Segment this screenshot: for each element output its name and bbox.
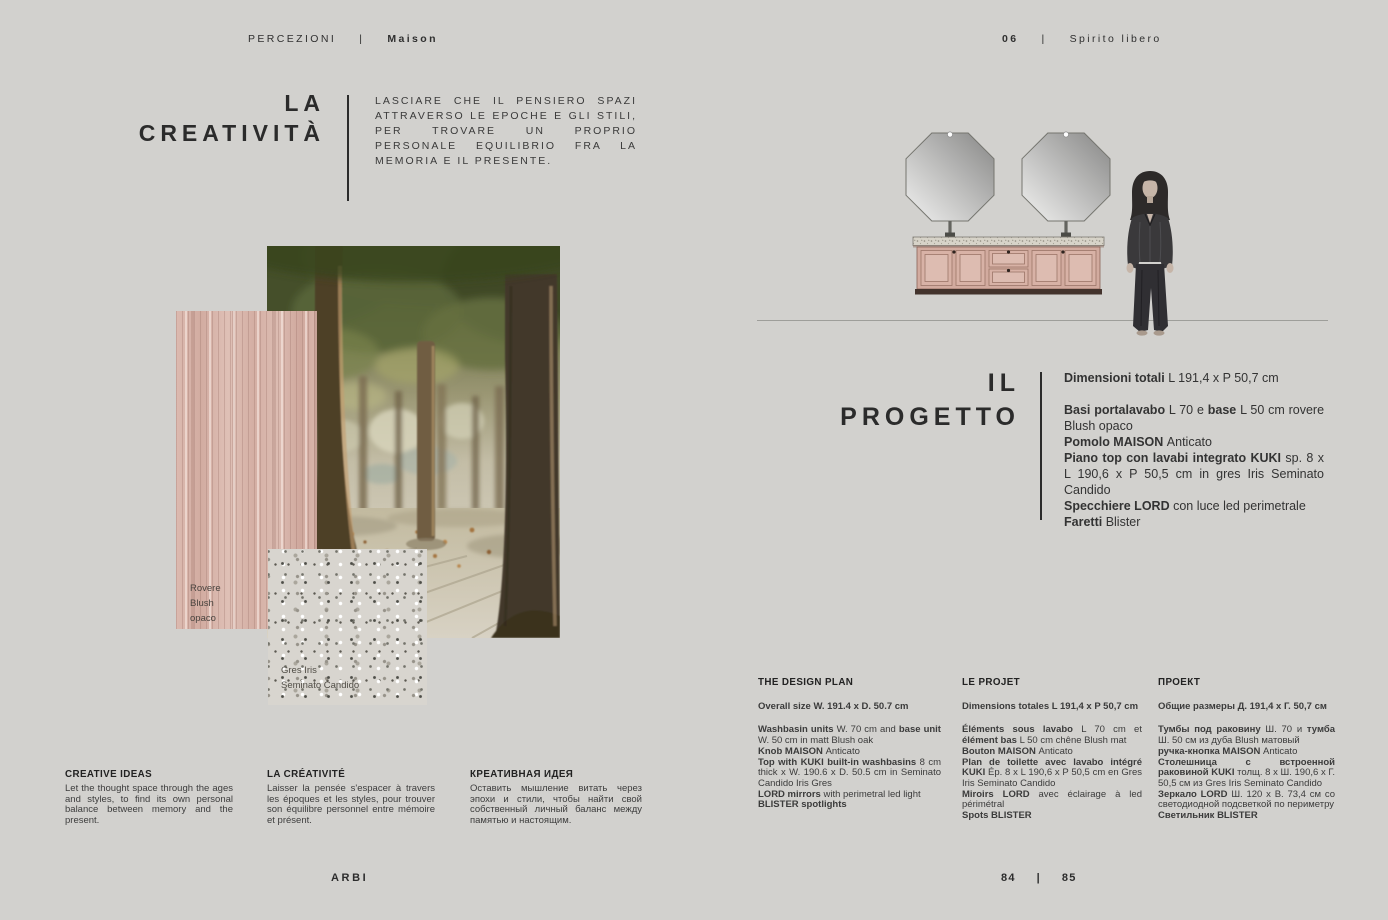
idea-body: Laisser la pensée s'espacer à travers les époques et les styles, pour trouver son équilibre personnel entre mémoire et présent. <box>267 783 435 826</box>
section-title-progetto <box>828 366 1020 434</box>
spec-column-body: Overall size W. 191.4 x D. 50.7 cm Washbasin units W. 70 cm and base unit W. 50 cm in matt Blush oak Knob MAISON Anticato Top with KUKI built-in washbasins 8 cm thick x W. 190.6 x D. 50.5 cm in Seminato Candido Iris Gres LORD mirrors with perimetral led light BLISTER spotlights <box>758 700 941 811</box>
collection-name: Maison <box>387 33 438 45</box>
spec-column-russian <box>1158 678 1335 822</box>
idea-title: CREATIVE IDEAS <box>65 769 153 780</box>
specs-italian: Dimensioni totali L 191,4 x P 50,7 cm Basi portalavabo L 70 e base L 50 cm rovere Blush opaco Pomolo MAISON Anticato Piano top con lavabi integrato KUKI sp. 8 x L 190,6 x P 50,5 cm in gres Iris Seminato Candido Specchiere LORD con luce led perimetrale Faretti Blister <box>1064 371 1325 529</box>
idea-block-english <box>65 769 233 826</box>
idea-body: Let the thought space through the ages and styles, to find its own personal balance between memory and the present. <box>65 783 233 826</box>
cabinet-plinth <box>915 289 1102 295</box>
spec-column-title: ПРОЕКТ <box>1158 677 1201 688</box>
chapter-title: Spirito libero <box>1069 33 1162 45</box>
page-number-right: 85 <box>1061 872 1077 884</box>
wood-label-line: Blush <box>190 598 214 609</box>
spec-column-title: THE DESIGN PLAN <box>758 677 854 688</box>
idea-title: LA CRÉATIVITÉ <box>267 769 346 780</box>
terrazzo-countertop <box>913 237 1104 248</box>
wood-swatch-label <box>190 581 221 626</box>
section-title-line2: CREATIVITÀ <box>138 120 325 146</box>
spec-column-french <box>962 678 1142 822</box>
idea-block-french <box>267 769 435 826</box>
page-number-left: 84 <box>1001 872 1016 884</box>
woman-figure-illustration <box>1127 171 1174 336</box>
page-separator: | <box>1036 872 1041 884</box>
idea-block-russian <box>470 769 642 826</box>
wood-label-line: opaco <box>190 613 216 624</box>
section-title-line1: LA <box>284 90 325 116</box>
page-numbers <box>1001 872 1077 884</box>
octagonal-mirror-right <box>1022 132 1110 237</box>
title-divider-rule <box>347 95 349 201</box>
title-divider-rule <box>1040 372 1042 520</box>
octagonal-mirror-left <box>906 132 994 237</box>
vanity-cabinet <box>915 247 1102 295</box>
section-title-line2: PROGETTO <box>840 403 1020 431</box>
vanity-illustration <box>895 125 1195 339</box>
gres-label-line: Gres Iris <box>281 665 317 676</box>
header-right <box>1002 33 1162 45</box>
collection-eyebrow: PERCEZIONI <box>248 33 337 45</box>
intro-paragraph: LASCIARE CHE IL PENSIERO SPAZI ATTRAVERSO LE EPOCHE E GLI STILI, PER TROVARE UN PROPRIO PERSONALE EQUILIBRIO FRA LA MEMORIA E IL PRESENTE. <box>375 95 637 167</box>
header-separator: | <box>359 33 365 45</box>
gres-swatch-label <box>281 663 359 693</box>
vanity-svg <box>895 125 1195 339</box>
idea-title: КРЕАТИВНАЯ ИДЕЯ <box>470 769 574 780</box>
section-title-line1: IL <box>987 369 1020 397</box>
wood-label-line: Rovere <box>190 583 221 594</box>
spec-column-english <box>758 678 941 811</box>
spec-column-title: LE PROJET <box>962 677 1021 688</box>
gres-swatch <box>268 549 427 705</box>
brand-name: ARBI <box>331 872 369 884</box>
header-left <box>248 33 438 45</box>
gres-label-line: Seminato Candido <box>281 680 360 691</box>
spec-column-body: Dimensions totales L 191,4 x P 50,7 cm Éléments sous lavabo L 70 cm et élément bas L 50 cm chêne Blush mat Bouton MAISON Anticato Plan de toilette avec lavabo intégré KUKI Ép. 8 x L 190,6 x P 50,5 cm en Gres Iris Seminato Candido Miroirs LORD avec éclairage à led périmétral Spots BLISTER <box>962 700 1142 822</box>
section-title-creativity <box>118 88 325 148</box>
chapter-number: 06 <box>1002 33 1019 45</box>
idea-body: Оставить мышление витать через эпохи и стили, чтобы найти свой собственный личный баланс между памятью и настоящим. <box>470 783 642 826</box>
spec-column-body: Общие размеры Д. 191,4 х Г. 50,7 см Тумбы под раковину Ш. 70 и тумба Ш. 50 см из дуба Blush матовый ручка-кнопка MAISON Anticato Столешница с встроенной раковиной KUKI толщ. 8 х Ш. 190,6 х Г. 50,5 см из Gres Iris Seminato Candido Зеркало LORD Ш. 120 х В. 73,4 см со светодиодной подсветкой по периметру Светильник BLISTER <box>1158 700 1336 822</box>
header-separator: | <box>1041 33 1047 45</box>
